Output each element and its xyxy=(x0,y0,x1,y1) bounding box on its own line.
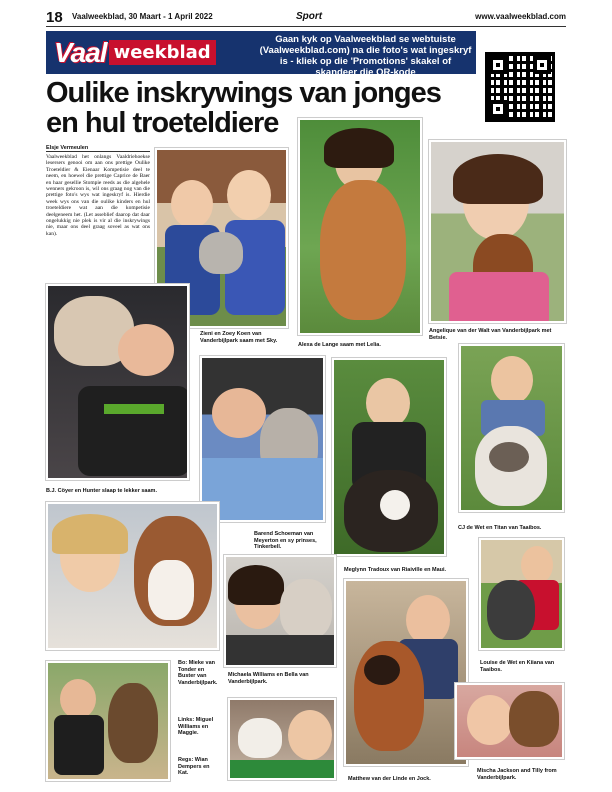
photo-meglynn xyxy=(332,358,446,556)
page-number: 18 xyxy=(46,9,63,26)
caption-louise-kiiana: Louise de Wet en Kiiana van Taaibos. xyxy=(480,660,555,673)
photo-louise-kiiana xyxy=(479,538,564,650)
article-body: Vaalweekblad het onlangs Vaaldriehoekse lesersers genooi om aan ons prettige Oulike Troeteldier & Eienaar Kompetisie deel te neem, en hoewel die prettige Caprice de Baer en haar gesellie Stompie reeds as die algehele wenners gekroon is, wil ons graag nog van die prettige foto's wys wat ingeskryf is. Hierdie week wys ons van die oulike kinders en hul troeteldiere wat aan die kompetisie deelgeneem het. (Let asseblief daarop dat daar ongelukkig nie plek is vir al die inskrywings nie, maar ons deel graag soveel as wat ons kan). xyxy=(46,154,150,237)
publication-date: Vaalweekblad, 30 Maart - 1 April 2022 xyxy=(72,12,213,21)
photo-bj-hunter xyxy=(46,284,189,480)
caption-mischa-tilly: Mischa Jackson and Tilly from Vanderbijlpark. xyxy=(477,768,557,781)
caption-barend: Barend Schoeman van Meyerton en sy prinses, Tinkerbell. xyxy=(254,531,317,550)
vaalweekblad-logo: Vaal weekblad xyxy=(54,36,216,69)
byline: Elsje Vermeulen xyxy=(46,145,150,152)
caption-wian-kat: Regs: Wian Dempers en Kat. xyxy=(178,757,210,776)
caption-matthew-jock: Matthew van der Linde en Jock. xyxy=(348,776,431,782)
caption-michaela: Michaela Williams en Bella van Vanderbijlpark. xyxy=(228,672,309,685)
photo-miguel-maggie xyxy=(46,661,170,781)
website-url[interactable]: www.vaalweekblad.com xyxy=(475,12,566,21)
section-name: Sport xyxy=(296,11,323,22)
promo-text: Gaan kyk op Vaalweekblad se webtuiste (Vaalweekblad.com) na die foto's wat ingeskryf is - kliek op die 'Promotions' skakel of skandeer die QR-kode xyxy=(259,34,472,78)
page-header xyxy=(46,9,566,25)
qr-code[interactable] xyxy=(485,52,555,122)
caption-zieni-zoey: Zieni en Zoey Koen van Vanderbijlpark saam met Sky. xyxy=(200,331,278,344)
caption-meglynn: Meglynn Tradoux van Riaiville en Maui. xyxy=(344,567,447,573)
header-rule xyxy=(46,26,566,27)
photo-mischa-tilly xyxy=(455,683,564,759)
caption-bj-hunter: B.J. Cöyer en Hunter slaap te lekker saam. xyxy=(46,488,157,494)
caption-angelique: Angelique van der Walt van Vanderbijlpark met Betsie. xyxy=(429,328,552,341)
promo-banner xyxy=(46,31,476,78)
photo-matthew-jock xyxy=(344,579,468,766)
photo-michaela-bella xyxy=(224,555,336,667)
photo-barend xyxy=(200,356,325,522)
article-headline: Oulike inskrywings van jonges en hul troeteldiere xyxy=(46,77,441,139)
photo-alexa xyxy=(298,118,422,335)
caption-cj-titan: CJ de Wet en Titan van Taaibos. xyxy=(458,525,542,531)
caption-mieke-buster: Bo: Mieke van Tonder en Buster van Vanderbijlpark. xyxy=(178,660,218,686)
caption-alexa: Alexa de Lange saam met Lelia. xyxy=(298,342,381,348)
photo-mieke-buster xyxy=(46,502,219,650)
caption-miguel-maggie: Links: Miguel Williams en Maggie. xyxy=(178,717,214,736)
photo-cj-titan xyxy=(459,344,564,512)
photo-wian-kat xyxy=(228,698,336,780)
photo-angelique xyxy=(429,140,566,323)
